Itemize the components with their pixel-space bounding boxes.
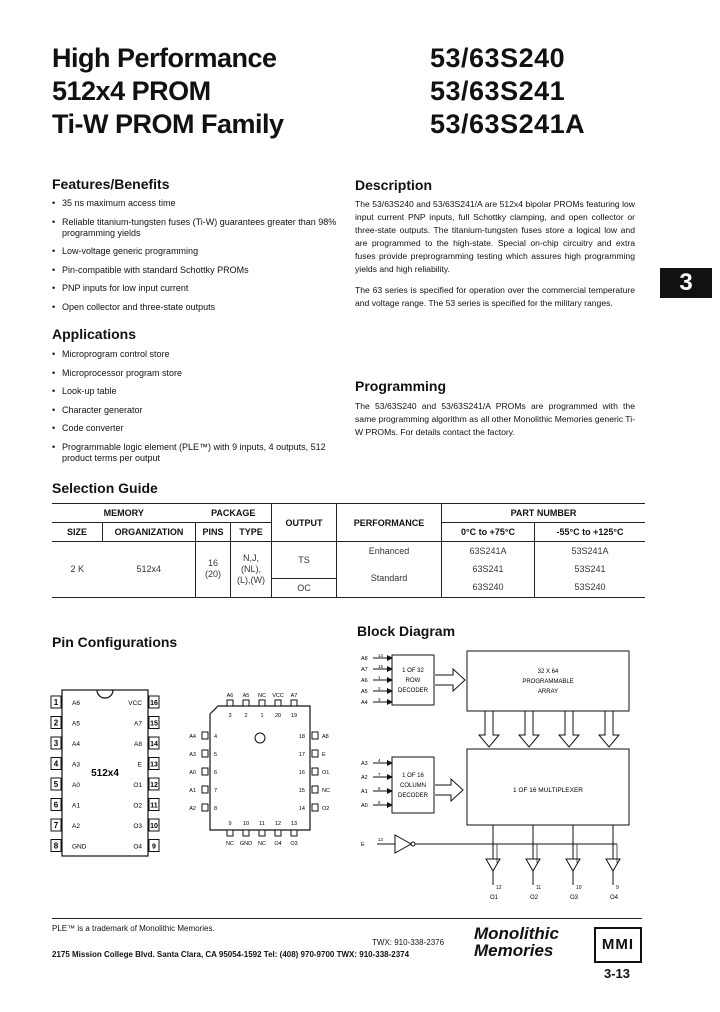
th-memory: MEMORY	[52, 504, 196, 523]
plcc-pin-number: 8	[214, 806, 218, 812]
plcc-pin-number: 2	[244, 713, 248, 719]
array-to-mux-arrow	[599, 711, 619, 747]
dip-pin-number: 1	[53, 698, 59, 707]
row-decoder-label: ROW	[405, 678, 421, 684]
column-input-signal: A2	[361, 775, 368, 781]
dip-pin-number: 5	[53, 780, 59, 789]
plcc-pin-signal: O3	[290, 841, 298, 847]
output-signal: O2	[530, 895, 539, 901]
row-decoder-label: 1 OF 32	[402, 668, 424, 674]
row-input-pin: 3	[378, 697, 381, 702]
cell-part: 63S241	[442, 560, 535, 578]
row-input-pin: 14	[378, 653, 384, 658]
description-body	[355, 198, 635, 318]
column-input-pin: 5	[378, 800, 381, 805]
th-organization: ORGANIZATION	[103, 523, 196, 542]
column-input-signal: A3	[361, 761, 368, 767]
dip-pin-number: 15	[150, 720, 158, 728]
application-item: • Look-up table	[52, 386, 337, 397]
th-output: OUTPUT	[272, 504, 337, 542]
application-item: • Microprocessor program store	[52, 368, 337, 379]
selection-table	[52, 503, 645, 598]
plcc-pin-number: 4	[214, 734, 218, 740]
col-to-mux-arrow	[435, 779, 463, 801]
dip-pin-number: 12	[150, 782, 158, 789]
cell-output-oc: OC	[272, 578, 337, 597]
multiplexer-label: 1 OF 16 MULTIPLEXER	[513, 787, 583, 794]
cell-organization: 512x4	[103, 542, 196, 598]
th-package: PACKAGE	[196, 504, 272, 523]
array-to-mux-arrow	[519, 711, 539, 747]
plcc-pin-box	[312, 732, 318, 739]
part-line-2: 53/63S241	[430, 76, 566, 106]
plcc-pin-number: 5	[214, 752, 218, 758]
plcc-pin-signal: E	[322, 752, 326, 758]
plcc-pin-signal: VCC	[272, 693, 284, 699]
plcc-pin-signal: NC	[258, 841, 266, 847]
footer-rule	[52, 918, 642, 919]
column-decoder-label: DECODER	[397, 793, 429, 799]
plcc-pin-box	[202, 768, 208, 775]
plcc-pin-box	[202, 732, 208, 739]
plcc-pin-signal: A4	[189, 734, 196, 740]
dip-pin-number: 9	[152, 843, 156, 851]
dip-pin-number: 8	[53, 841, 59, 851]
plcc-pin-signal: A5	[242, 693, 250, 699]
dip-pin-signal: A8	[134, 741, 142, 748]
features-list	[52, 198, 337, 320]
column-input-pin: 4	[378, 758, 381, 763]
plcc-pin-box	[312, 768, 318, 775]
twx-number: TWX: 910-338-2376	[372, 938, 445, 947]
plcc-pin-number: 3	[228, 713, 232, 719]
block-diagram	[355, 645, 650, 905]
title-line-3: Ti-W PROM Family	[52, 109, 284, 139]
plcc-pin-number: 16	[298, 770, 305, 776]
feature-item: • Low-voltage generic programming	[52, 246, 337, 257]
plcc-pin-number: 11	[259, 821, 265, 827]
plcc-pin-number: 15	[298, 788, 305, 794]
plcc-pin-number: 7	[214, 788, 218, 794]
plcc-pin-box	[312, 804, 318, 811]
dip-pin-signal: GND	[72, 843, 87, 851]
page-number: 3-13	[604, 966, 631, 981]
plcc-pin-box	[291, 830, 297, 836]
column-decoder-label: COLUMN	[399, 783, 427, 789]
cell-part: 63S240	[442, 578, 535, 597]
company-address: 2175 Mission College Blvd. Santa Clara, CA 95054-1592 Tel: (408) 970-9700 TWX: 910-338-2374	[52, 950, 410, 959]
plcc-pin-signal: A8	[322, 734, 329, 740]
dip-notch	[97, 690, 113, 698]
plcc-pin-number: 19	[290, 713, 298, 719]
array-to-mux-arrow	[479, 711, 499, 747]
plcc-pin-box	[312, 786, 318, 793]
cell-part: 63S241A	[442, 542, 535, 561]
row-decoder-label: DECODER	[397, 688, 429, 694]
plcc-pin-signal: O1	[322, 770, 330, 776]
dip-pin-signal: A6	[72, 700, 80, 707]
plcc-pin-number: 13	[290, 821, 298, 827]
feature-item: • Pin-compatible with standard Schottky PROMs	[52, 265, 337, 276]
description-heading: Description	[355, 177, 433, 193]
enable-signal: E	[361, 842, 365, 848]
output-buffer	[566, 859, 580, 871]
column-input-signal: A1	[361, 789, 368, 795]
programming-heading: Programming	[355, 378, 447, 394]
dip-pin-number: 3	[53, 739, 59, 748]
feature-item: • PNP inputs for low input current	[52, 283, 337, 294]
row-input-signal: A6	[361, 678, 368, 684]
dip-pin-signal: O1	[133, 782, 142, 789]
output-buffer	[526, 859, 540, 871]
dip-pin-signal: A0	[72, 782, 80, 789]
cell-output-ts: TS	[272, 542, 337, 579]
selection-heading: Selection Guide	[52, 480, 158, 496]
plcc-pin-signal: GND	[239, 841, 253, 847]
plcc-pin-number: 18	[298, 734, 305, 740]
output-pin: 10	[576, 885, 582, 891]
row-input-pin: 2	[378, 686, 381, 691]
dip-pin-number: 7	[53, 821, 59, 830]
logo-line-1: Monolithic	[474, 924, 559, 943]
row-input-signal: A5	[361, 689, 368, 695]
cell-part: 53S241	[535, 560, 646, 578]
row-input-signal: A4	[361, 700, 368, 706]
th-temp-commercial: 0°C to +75°C	[442, 523, 535, 542]
application-item: • Programmable logic element (PLE™) with 9 inputs, 4 outputs, 512 product terms per output	[52, 442, 337, 464]
cell-perf-enhanced: Enhanced	[337, 542, 442, 561]
applications-heading: Applications	[52, 326, 137, 342]
cell-size: 2 K	[52, 542, 103, 598]
plcc-pin-number: 9	[228, 821, 232, 827]
plcc-pin-signal: O2	[322, 806, 330, 812]
th-type: TYPE	[231, 523, 272, 542]
title-line-2: 512x4 PROM	[52, 76, 211, 106]
th-temp-military: -55°C to +125°C	[535, 523, 646, 542]
dip-pin-signal: E	[137, 761, 142, 769]
dip-pin-signal: A7	[134, 720, 142, 728]
plcc-pin1-marker	[255, 733, 265, 743]
plcc-pin-signal: A3	[189, 752, 196, 758]
cell-pins: 16 (20)	[196, 542, 231, 598]
plcc-pin-box	[312, 750, 318, 757]
title-line-1: High Performance	[52, 43, 277, 73]
plcc-pin-signal: NC	[226, 841, 234, 847]
plcc-body	[210, 706, 310, 830]
output-signal: O3	[570, 895, 579, 901]
dip-pin-number: 13	[150, 761, 158, 769]
plcc-pin-signal: A0	[189, 770, 196, 776]
array-label: 32 X 64	[537, 669, 559, 675]
part-line-1: 53/63S240	[430, 43, 566, 73]
dip-pin-signal: A2	[72, 823, 80, 830]
logo-line-2: Memories	[474, 941, 554, 960]
plcc-pin-number: 1	[260, 713, 264, 719]
dip-pin-signal: A4	[72, 741, 80, 748]
plcc-pin-signal: A1	[189, 788, 196, 794]
plcc-pin-signal: NC	[322, 788, 330, 794]
plcc-pin-signal: NC	[258, 693, 266, 699]
th-performance: PERFORMANCE	[337, 504, 442, 542]
feature-item: • Reliable titanium-tungsten fuses (Ti-W) guarantees greater than 98% programming yields	[52, 217, 337, 239]
block-diagram-heading: Block Diagram	[357, 623, 456, 639]
dip-pin-number: 14	[150, 741, 158, 748]
plcc-pin-box	[243, 700, 249, 706]
part-line-3: 53/63S241A	[430, 109, 586, 139]
plcc-pin-box	[291, 700, 297, 706]
column-input-pin: 7	[378, 772, 381, 777]
output-pin: 11	[536, 885, 542, 891]
dip-pin-number: 16	[150, 700, 158, 707]
enable-pin: 13	[378, 837, 384, 842]
dip-pin-signal: A3	[72, 761, 80, 769]
application-item: • Character generator	[52, 405, 337, 416]
cell-part: 53S241A	[535, 542, 646, 561]
dip-pin-number: 11	[150, 802, 158, 810]
array-label: PROGRAMMABLE	[522, 679, 574, 685]
plcc-pin-box	[202, 750, 208, 757]
trademark-note: PLE™ is a trademark of Monolithic Memories.	[52, 924, 215, 933]
output-pin: 9	[616, 885, 619, 891]
part-numbers	[430, 42, 585, 141]
dip-package-diagram	[50, 688, 160, 858]
plcc-pin-signal: O4	[274, 841, 282, 847]
plcc-pin-box	[202, 804, 208, 811]
features-heading: Features/Benefits	[52, 176, 170, 192]
plcc-pin-signal: A2	[189, 806, 196, 812]
output-pin: 12	[496, 885, 502, 891]
dip-pin-number: 10	[150, 823, 158, 830]
dip-pin-number: 2	[53, 718, 59, 728]
output-signal: O1	[490, 895, 499, 901]
applications-list	[52, 349, 337, 471]
output-buffer	[606, 859, 620, 871]
plcc-pin-box	[275, 700, 281, 706]
dip-pin-signal: O2	[133, 802, 142, 810]
dip-pin-signal: VCC	[128, 700, 142, 707]
feature-item: • Open collector and three-state outputs	[52, 302, 337, 313]
plcc-pin-signal: A7	[290, 693, 298, 699]
row-input-pin: 15	[378, 664, 384, 669]
array-to-mux-arrow	[559, 711, 579, 747]
row-input-pin: 1	[378, 675, 381, 680]
plcc-pin-box	[227, 700, 233, 706]
th-pins: PINS	[196, 523, 231, 542]
plcc-pin-number: 20	[274, 713, 282, 719]
row-input-signal: A7	[361, 667, 368, 673]
column-input-signal: A0	[361, 803, 368, 809]
row-input-signal: A8	[361, 656, 368, 662]
plcc-pin-box	[243, 830, 249, 836]
plcc-pin-number: 10	[242, 821, 250, 827]
plcc-pin-box	[227, 830, 233, 836]
column-decoder-label: 1 OF 16	[402, 773, 424, 779]
dip-pin-signal: A1	[72, 802, 80, 810]
output-buffer	[486, 859, 500, 871]
programming-paragraph: The 53/63S240 and 53/63S241/A PROMs are programmed with the same programming algorithm as all other Monolithic Memories generic Ti-W PROMs. For details contact the factory.	[355, 401, 635, 437]
description-paragraph: The 53/63S240 and 53/63S241/A are 512x4 bipolar PROMs featuring low input current PNP inputs, full Schottky clamping, and open collector or three-state outputs. The titanium-tungsten fuses store a logical low and are programmed to the high-state. Special on-chip circuitry and extra fuses provide preprogramming testing which assures high programming yields and high reliability.	[355, 199, 635, 274]
plcc-pin-box	[259, 700, 265, 706]
application-item: • Microprogram control store	[52, 349, 337, 360]
cell-part: 53S240	[535, 578, 646, 597]
dip-pin-signal: O3	[133, 823, 142, 830]
document-title	[52, 42, 284, 141]
column-input-pin: 6	[378, 786, 381, 791]
programming-body	[355, 400, 635, 447]
logo-mark	[594, 927, 642, 963]
output-signal: O4	[610, 895, 619, 901]
section-tab: 3	[660, 268, 712, 298]
plcc-pin-box	[275, 830, 281, 836]
plcc-pin-number: 17	[298, 752, 305, 758]
plcc-pin-number: 12	[274, 821, 282, 827]
row-to-array-arrow	[435, 669, 465, 691]
description-paragraph: The 63 series is specified for operation over the commercial temperature and voltage range. The 53 series is specified for the military ranges.	[355, 285, 635, 308]
dip-label: 512x4	[91, 768, 119, 779]
th-part-number: PART NUMBER	[442, 504, 646, 523]
dip-pin-signal: A5	[72, 720, 80, 728]
feature-item: • 35 ns maximum access time	[52, 198, 337, 209]
plcc-pin-box	[202, 786, 208, 793]
array-label: ARRAY	[537, 689, 559, 695]
plcc-pin-number: 6	[214, 770, 218, 776]
pin-config-heading: Pin Configurations	[52, 634, 178, 650]
dip-pin-number: 4	[53, 759, 59, 769]
dip-pin-number: 6	[53, 800, 59, 810]
company-logo	[474, 925, 559, 959]
application-item: • Code converter	[52, 423, 337, 434]
cell-perf-standard: Standard	[337, 560, 442, 597]
th-size: SIZE	[52, 523, 103, 542]
plcc-package-diagram	[180, 688, 340, 853]
plcc-pin-signal: A6	[226, 693, 234, 699]
enable-buffer	[395, 835, 411, 853]
plcc-pin-number: 14	[298, 806, 305, 812]
cell-type: N,J, (NL), (L),(W)	[231, 542, 272, 598]
plcc-pin-box	[259, 830, 265, 836]
logo-mark-text: MMI	[601, 936, 635, 953]
dip-pin-signal: O4	[133, 843, 142, 851]
